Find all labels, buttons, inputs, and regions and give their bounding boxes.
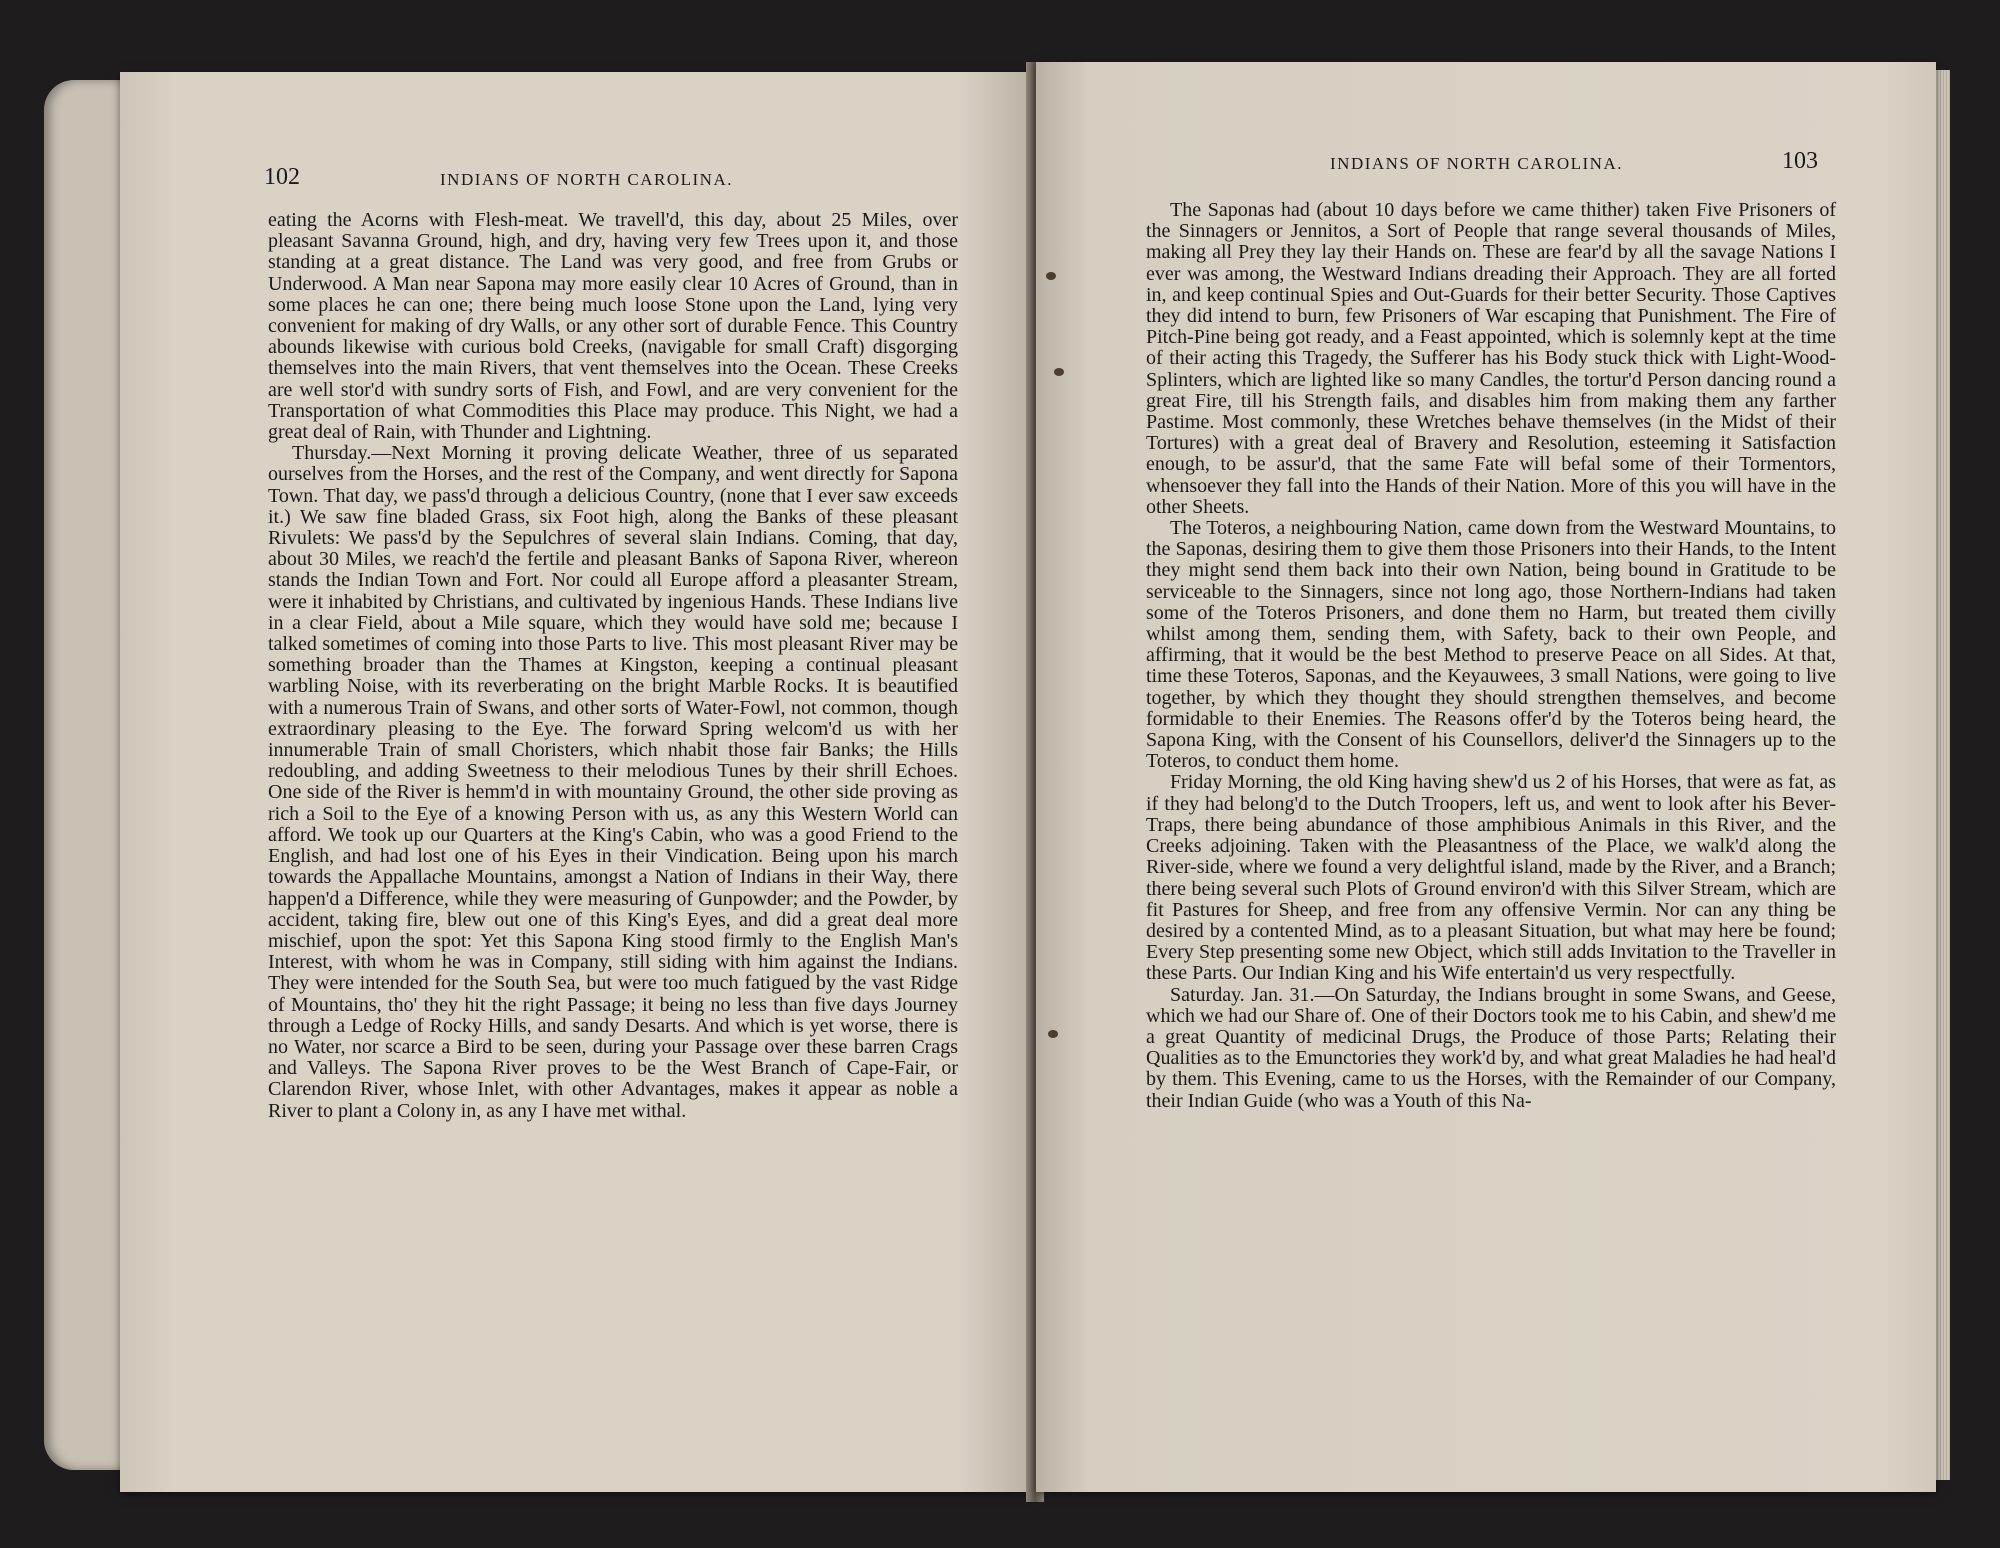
running-head-left: INDIANS OF NORTH CAROLINA. (440, 170, 733, 189)
right-page-text (1146, 200, 1836, 1112)
right-page (1036, 62, 1936, 1492)
paragraph: The Toteros, a neighbouring Nation, came down from the Westward Mountains, to the Saponas, desiring them to give them those Prisoners into their Hands, to the Intent they might send them back into their own Nation, being bound in Gratitude to be serviceable to the Sinnagers, since not long ago, those Northern-Indians had taken some of the Toteros Prisoners, and done them no Harm, but treated them civilly whilst among them, sending them, with Safety, back to their own People, and affirming, that it would be the best Method to preserve Peace on all Sides. At that, time these Toteros, Saponas, and the Keyauwees, 3 small Nations, were going to live together, by which they thought they should strengthen themselves, and become formidable to their Enemies. The Reasons offer'd by the Toteros being heard, the Sapona King, with the Consent of his Counsellors, deliver'd the Sinnagers up to the Toteros, to conduct them home. (1146, 517, 1836, 773)
left-page (120, 72, 1032, 1492)
paragraph: The Saponas had (about 10 days before we came thither) taken Five Prisoners of the Sinnagers or Jennitos, a Sort of People that range several thousands of Miles, making all Prey they lay their Hands on. These are fear'd by all the savage Nations I ever was among, the Westward Indians dreading their Approach. They are all forted in, and keep continual Spies and Out-Guards for their better Security. Those Captives they did intend to burn, few Prisoners of War escaping that Punishment. The Fire of Pitch-Pine being got ready, and a Feast appointed, which is solemnly kept at the time of their acting this Tragedy, the Sufferer has his Body stuck thick with Light-Wood-Splinters, which are lighted like so many Candles, the tortur'd Person dancing round a great Fire, till his Strength fails, and disables him from making them any farther Pastime. Most commonly, these Wretches behave themselves (in the Midst of their Tortures) with a great deal of Bravery and Resolution, esteeming it Satisfaction enough, to be assur'd, that the same Fate will befal some of their Tormentors, whensoever they fall into the Hands of their Nation. More of this you will have in the other Sheets. (1146, 199, 1836, 518)
page-number-left: 102 (264, 164, 300, 190)
page-number-right: 103 (1782, 148, 1818, 174)
running-head-right: INDIANS OF NORTH CAROLINA. (1330, 154, 1623, 173)
binding-hole (1046, 272, 1056, 280)
left-page-text (268, 210, 958, 1122)
paragraph: Friday Morning, the old King having shew'd us 2 of his Horses, that were as fat, as if they had belong'd to the Dutch Troopers, left us, and went to look after his Bever-Traps, there being abundance of those amphibious Animals in this River, and the Creeks adjoining. Taken with the Pleasantness of the Place, we walk'd along the River-side, where we found a very delightful island, made by the River, and a Branch; there being several such Plots of Ground environ'd with this Silver Stream, which are fit Pastures for Sheep, and free from any offensive Vermin. Nor can any thing be desired by a contented Mind, as to a pleasant Situation, but what may here be found; Every Step presenting some new Object, which still adds Invitation to the Traveller in these Parts. Our Indian King and his Wife entertain'd us very respectfully. (1146, 771, 1836, 985)
paragraph: Saturday. Jan. 31.—On Saturday, the Indians brought in some Swans, and Geese, which we had our Share of. One of their Doctors took me to his Cabin, and shew'd me a great Quantity of medicinal Drugs, the Produce of those Parts; Relating their Qualities as to the Emunctories they work'd by, and what great Maladies he had heal'd by them. This Evening, came to us the Horses, with the Remainder of our Company, their Indian Guide (who was a Youth of this Na- (1146, 983, 1836, 1112)
paragraph: Thursday.—Next Morning it proving delicate Weather, three of us separated ourselves from the Horses, and the rest of the Company, and went directly for Sapona Town. That day, we pass'd through a delicious Country, (none that I ever saw exceeds it.) We saw fine bladed Grass, six Foot high, along the Banks of these pleasant Rivulets: We pass'd by the Sepulchres of several slain Indians. Coming, that day, about 30 Miles, we reach'd the fertile and pleasant Banks of Sapona River, whereon stands the Indian Town and Fort. Nor could all Europe afford a pleasanter Stream, were it inhabited by Christians, and cultivated by ingenious Hands. These Indians live in a clear Field, about a Mile square, which they would have sold me; because I talked sometimes of coming into those Parts to live. This most pleasant River may be something broader than the Thames at Kingston, keeping a continual pleasant warbling Noise, with its reverberating on the bright Marble Rocks. It is beautified with a numerous Train of Swans, and other sorts of Water-Fowl, not common, though extraordinary pleasing to the Eye. The forward Spring welcom'd us with her innumerable Train of small Choristers, which nhabit those fair Banks; the Hills redoubling, and adding Sweetness to their melodious Tunes by their shrill Echoes. One side of the River is hemm'd in with mountainy Ground, the other side proving as rich a Soil to the Eye of a knowing Person with us, as any this Western World can afford. We took up our Quarters at the King's Cabin, who was a good Friend to the English, and had lost one of his Eyes in their Vindication. Being upon his march towards the Appallache Mountains, amongst a Nation of Indians in their Way, there happen'd a Difference, while they were measuring of Gunpowder; and the Powder, by accident, taking fire, blew out one of this King's Eyes, and did a great deal more mischief, upon the spot: Yet this Sapona King stood firmly to the English Man's Interest, with whom he was in Company, still siding with him against the Indians. They were intended for the South Sea, but were too much fatigued by the vast Ridge of Mountains, tho' they hit the right Passage; it being no less than five days Journey through a Ledge of Rocky Hills, and sandy Desarts. And which is yet worse, there is no Water, nor scarce a Bird to be seen, during your Passage over these barren Crags and Valleys. The Sapona River proves to be the West Branch of Cape-Fair, or Clarendon River, whose Inlet, with other Advantages, makes it appear as noble a River to plant a Colony in, as any I have met withal. (268, 442, 958, 1122)
binding-hole (1054, 368, 1064, 376)
paragraph: eating the Acorns with Flesh-meat. We travell'd, this day, about 25 Miles, over pleasant Savanna Ground, high, and dry, having very few Trees upon it, and those standing at a great distance. The Land was very good, and free from Grubs or Underwood. A Man near Sapona may more easily clear 10 Acres of Ground, than in some places he can one; there being much loose Stone upon the Land, lying very convenient for making of dry Walls, or any other sort of durable Fence. This Country abounds likewise with curious bold Creeks, (navigable for small Craft) disgorging themselves into the main Rivers, that vent themselves into the Ocean. These Creeks are well stor'd with sundry sorts of Fish, and Fowl, and are very convenient for the Transportation of what Commodities this Place may produce. This Night, we had a great deal of Rain, with Thunder and Lightning. (268, 209, 958, 444)
binding-hole (1048, 1030, 1058, 1038)
